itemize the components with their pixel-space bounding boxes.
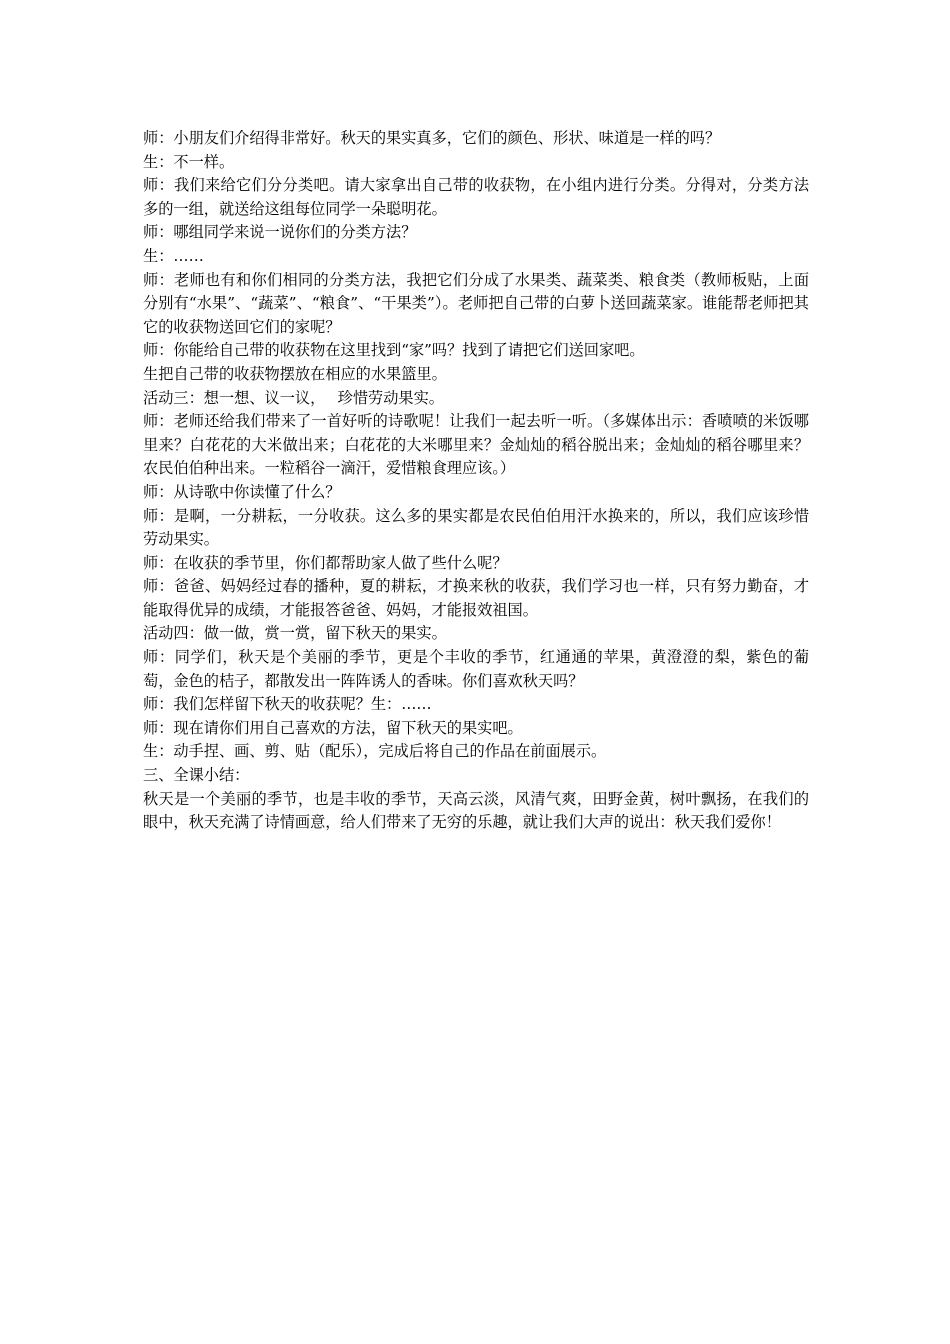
paragraph: 生：…… xyxy=(143,246,204,265)
document-body xyxy=(143,127,809,835)
paragraph: 师：你能给自己带的收获物在这里找到“家”吗？找到了请把它们送回家吧。 xyxy=(143,341,645,360)
section-heading: 三、全课小结： xyxy=(143,766,250,785)
paragraph: 师：我们怎样留下秋天的收获呢？生：…… xyxy=(143,695,432,714)
paragraph: 生把自己带的收获物摆放在相应的水果篮里。 xyxy=(143,364,447,383)
paragraph: 师：小朋友们介绍得非常好。秋天的果实真多，它们的颜色、形状、味道是一样的吗？ xyxy=(143,129,721,147)
paragraph: 师：在收获的季节里，你们都帮助家人做了些什么呢？ xyxy=(143,553,508,572)
paragraph: 师：老师还给我们带来了一首好听的诗歌呢！让我们一起去听一听。（多媒体出示：香喷喷的米饭哪里来？白花花的大米做出来；白花花的大米哪里来？金灿灿的稻谷脱出来；金灿灿的稻谷哪里来？农民伯伯种出来。一粒稻谷一滴汗，爱惜粮食理应该。） xyxy=(143,412,809,478)
paragraph: 师：爸爸、妈妈经过春的播种，夏的耕耘，才换来秋的收获，我们学习也一样，只有努力勤奋，才能取得优异的成绩，才能报答爸爸、妈妈，才能报效祖国。 xyxy=(143,577,809,619)
paragraph: 师：从诗歌中你读懂了什么？ xyxy=(143,482,341,501)
paragraph: 师：是啊，一分耕耘，一分收获。这么多的果实都是农民伯伯用汗水换来的，所以，我们应该珍惜劳动果实。 xyxy=(143,506,809,549)
paragraph: 师：同学们，秋天是个美丽的季节，更是个丰收的季节，红通通的苹果，黄澄澄的梨，紫色的葡萄，金色的桔子，都散发出一阵阵诱人的香味。你们喜欢秋天吗？ xyxy=(143,648,809,690)
paragraph: 师：现在请你们用自己喜欢的方法，留下秋天的果实吧。 xyxy=(143,718,523,737)
paragraph: 秋天是一个美丽的季节，也是丰收的季节，天高云淡，风清气爽，田野金黄，树叶飘扬，在我们的眼中，秋天充满了诗情画意，给人们带来了无穷的乐趣，就让我们大声的说出：秋天我们爱你！ xyxy=(143,789,809,832)
paragraph: 生：不一样。 xyxy=(143,152,235,171)
section-heading: 活动三：想一想、议一议， 珍惜劳动果实。 xyxy=(143,388,444,407)
paragraph: 师：老师也有和你们相同的分类方法，我把它们分成了水果类、蔬菜类、粮食类（教师板贴，上面分别有“水果”、“蔬菜”、“粮食”、“干果类”）。老师把自己带的白萝卜送回蔬菜家。谁能帮老师把其它的收获物送回它们的家呢？ xyxy=(143,270,809,336)
section-heading: 活动四：做一做，赏一赏，留下秋天的果实。 xyxy=(143,624,447,643)
paragraph: 师：哪组同学来说一说你们的分类方法？ xyxy=(143,223,417,242)
paragraph: 师：我们来给它们分分类吧。请大家拿出自己带的收获物，在小组内进行分类。分得对，分类方法多的一组，就送给这组每位同学一朵聪明花。 xyxy=(143,176,809,218)
paragraph: 生：动手捏、画、剪、贴（配乐），完成后将自己的作品在前面展示。 xyxy=(143,742,607,761)
